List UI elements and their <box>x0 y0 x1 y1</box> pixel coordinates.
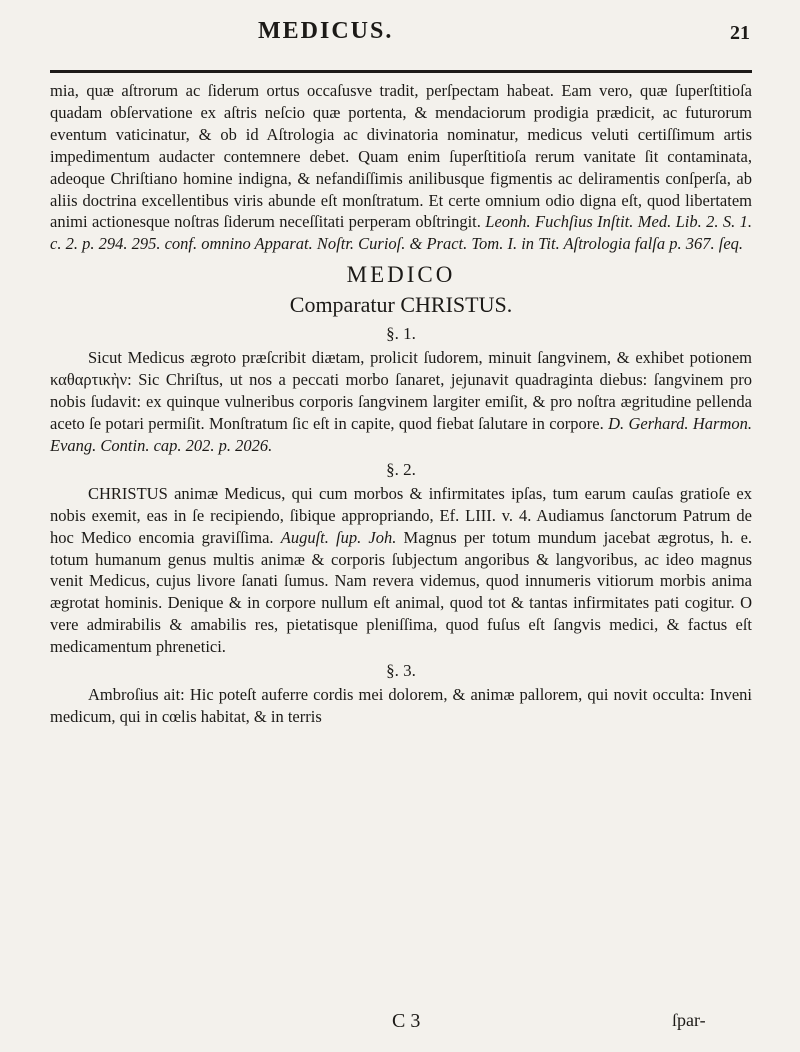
paragraph-section-3 <box>50 684 752 728</box>
paragraph-text: Sicut Medicus ægroto præſcribit diætam, prolicit ſudorem, minuit ſangvinem, & exhibet potionem καθαρτικὴν: Sic Chriſtus, ut nos a peccati morbo ſanaret, jejunavit quadraginta diebus: ſangvinem pro nobis ſudavit: ex quinque vulneribus corporis ſangvinem largiter emiſit, & pro noſtra ægritudine pellenda aceto ſe potari permiſit. Monſtratum ſic eſt in capite, quod fiebat ſalutare in corpore. <box>50 348 752 433</box>
section-number-1: §. 1. <box>386 324 416 344</box>
citation-augustinus: Auguſt. ſup. Joh. <box>280 527 397 547</box>
paragraph-section-1 <box>50 347 752 457</box>
running-head <box>0 18 800 48</box>
section-number-3: §. 3. <box>386 661 416 681</box>
paragraph-continued <box>50 80 752 255</box>
section-heading-medico: MEDICO <box>346 262 456 288</box>
paragraph-text-continued: Magnus per totum mundum jacebat ægrotus, h. e. totum humanum genus multis animæ & corporis ſubjectum angoribus & langvoribus, ac ideo magnus venit Medicus, cujus livore ſanati ſumus. Nam revera videmus, quod innumeris vitiorum morbis anima ægrotat hominis. Denique & in corpore nullum eſt animal, quod tot & tantas infirmitates pati cogitur. O vere admirabilis & amabilis res, pietatisque pleniſſima, quod fuſus eſt ſangvis medici, & factus eſt medicamentum phrenetici. <box>50 527 753 657</box>
citation-fuchsius: Leonh. Fuchſius Inſtit. Med. Lib. 2. S. 1. c. 2. p. 294. 295. conf. omnino Apparat. Noſtr. Curioſ. & Pract. Tom. I. in Tit. Aſtrologia falſa p. 367. ſeq. <box>50 212 753 254</box>
section-number-2: §. 2. <box>386 459 416 479</box>
paragraph-text: CHRISTUS animæ Medicus, qui cum morbos & infirmitates ipſas, tum earum cauſas gratioſe ex nobis exemit, eas in ſe recipiendo, ſibique appropriando, Ef. LIII. v. 4. Audiamus ſanctorum Patrum de hoc Medico encomia graviſſima. <box>50 483 752 547</box>
body-text <box>50 80 752 728</box>
header-rule <box>50 70 752 73</box>
signature-mark: C 3 <box>392 1010 421 1032</box>
paragraph-text: Ambroſius ait: Hic poteſt auferre cordis mei dolorem, & animæ pallorem, qui novit occulta: Inveni medicum, qui in cœlis habitat, & in terris <box>50 685 752 726</box>
paragraph-section-2 <box>50 483 752 658</box>
page-number: 21 <box>730 22 750 44</box>
catchword: ſpar- <box>672 1010 706 1030</box>
citation-gerhard: D. Gerhard. Harmon. Evang. Contin. cap. 202. p. 2026. <box>50 413 752 455</box>
running-head-title: MEDICUS. <box>258 18 394 44</box>
section-subheading: Comparatur CHRISTUS. <box>289 292 513 318</box>
paragraph-text: mia, quæ aſtrorum ac ſiderum ortus occaſusve tradit, perſpectam habeat. Eam vero, quæ ſuperſtitioſa quadam obſervatione ex aſtris neſcio quæ portenta, & mendaciorum prodigia prædicit, ac futurorum eventum vaticinatur, & ob id Aſtrologia ac divinatoria nominatur, medicus veluti certiſſimum artis impedimentum audacter contemnere debet. Quam enim ſuperſtitioſa rerum vanitate ſit contaminata, adeoque Chriſtiano homine indigna, & nefandiſſimis anilibusque figmentis ac deliramentis conſperſa, ab aliis doctrina excellentibus viris abunde eſt monſtratum. Et certe omnium odio digna eſt, quod libertatem animi actionesque noſtras ſiderum neceſſitati perperam obſtringit. <box>50 81 752 232</box>
